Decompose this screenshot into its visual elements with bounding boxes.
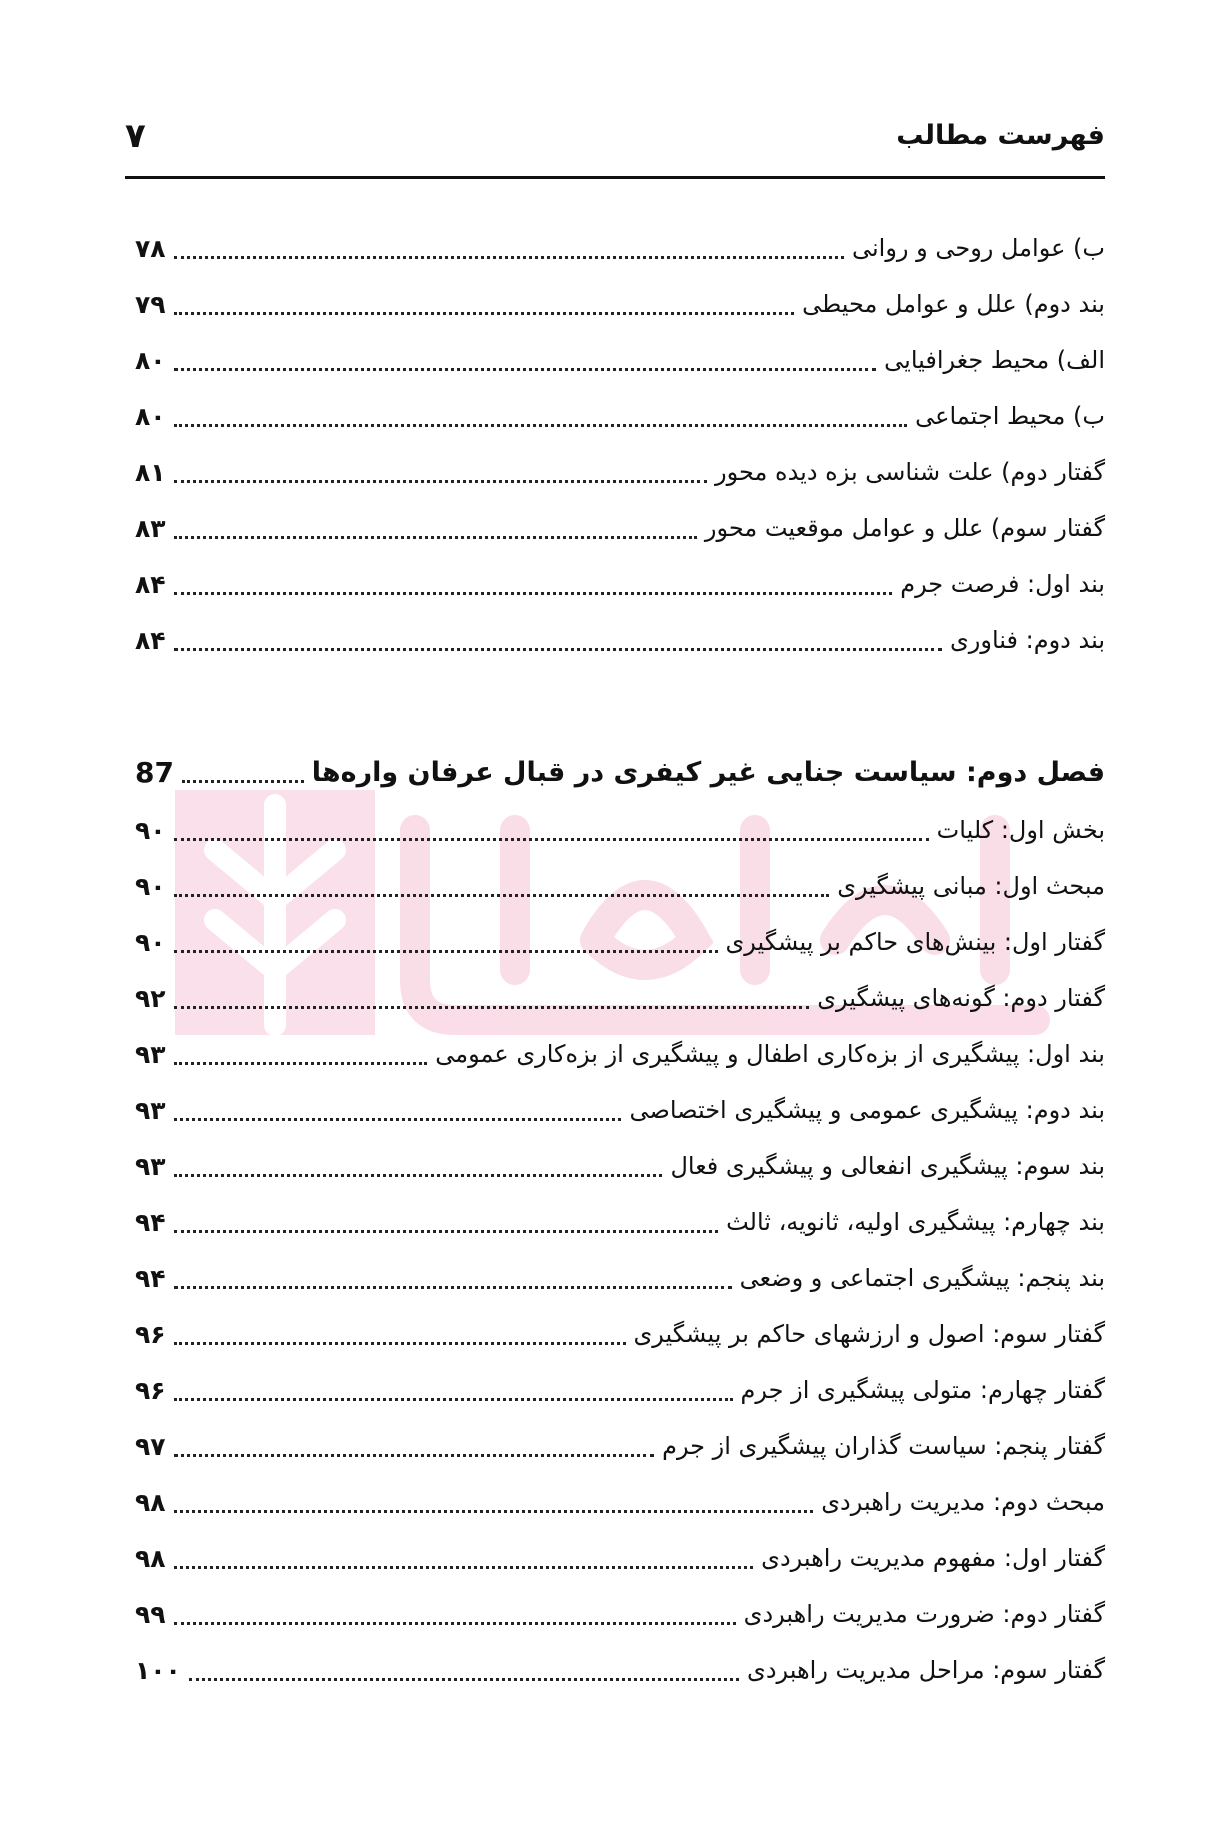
toc-entry: [135, 866, 1105, 906]
chapter-page: 87: [135, 755, 174, 789]
toc-entry-page: ۹۴: [135, 1263, 166, 1293]
dot-leader: [182, 780, 304, 783]
toc-entry: [135, 1034, 1105, 1074]
dot-leader: [174, 536, 697, 539]
toc-entry-page: ۹۰: [135, 927, 166, 957]
dot-leader: [174, 1118, 622, 1121]
toc-entry-page: ۹۶: [135, 1319, 166, 1349]
dot-leader: [174, 838, 929, 841]
toc-entry-title: مبحث دوم: مدیریت راهبردی: [821, 1488, 1105, 1516]
chapter-heading: [135, 752, 1105, 792]
toc-entry-title: بند دوم) علل و عوامل محیطی: [802, 290, 1105, 318]
toc-entry-title: گفتار سوم) علل و عوامل موقعیت محور: [704, 514, 1105, 542]
dot-leader: [174, 1398, 733, 1401]
dot-leader: [174, 592, 893, 595]
toc-entry: [135, 1258, 1105, 1298]
dot-leader: [174, 1230, 719, 1233]
dot-leader: [174, 1566, 754, 1569]
toc-entry: [135, 284, 1105, 324]
header-page-number: ۷: [125, 116, 146, 156]
dot-leader: [174, 1006, 810, 1009]
toc-entry: [135, 1482, 1105, 1522]
dot-leader: [174, 1622, 736, 1625]
toc-entry-page: ۹۸: [135, 1487, 166, 1517]
toc-entry-page: ۹۰: [135, 871, 166, 901]
toc-entry-page: ۸۳: [135, 513, 166, 543]
toc-entry-page: ۹۸: [135, 1543, 166, 1573]
toc-entry-title: مبحث اول: مبانی پیشگیری: [837, 872, 1105, 900]
toc-entry-title: ب) محیط اجتماعی: [915, 402, 1105, 430]
toc-entry: [135, 340, 1105, 380]
header-title: فهرست مطالب: [896, 120, 1105, 151]
toc-entry-page: ۸۰: [135, 345, 166, 375]
toc-entry-title: گفتار دوم: گونه‌های پیشگیری: [817, 984, 1105, 1012]
toc-entry-page: ۸۱: [135, 457, 166, 487]
toc-entry: [135, 1426, 1105, 1466]
toc-entry-title: بند پنجم: پیشگیری اجتماعی و وضعی: [739, 1264, 1105, 1292]
toc-entry: [135, 1594, 1105, 1634]
toc-entry-title: گفتار اول: بینش‌های حاکم بر پیشگیری: [725, 928, 1105, 956]
toc-entry-page: ۷۹: [135, 289, 166, 319]
toc-entry: [135, 1090, 1105, 1130]
toc-entry-page: ۹۲: [135, 983, 166, 1013]
toc-entry-title: ب) عوامل روحی و روانی: [851, 234, 1105, 262]
toc-entry-title: گفتار دوم: ضرورت مدیریت راهبردی: [743, 1600, 1105, 1628]
toc-entry-page: ۹۳: [135, 1151, 166, 1181]
dot-leader: [174, 312, 795, 315]
toc-entry-title: بند دوم: پیشگیری عمومی و پیشگیری اختصاصی: [629, 1096, 1105, 1124]
dot-leader: [189, 1678, 739, 1681]
toc-entry-title: بند اول: پیشگیری از بزه‌کاری اطفال و پیشگیری از بزه‌کاری عمومی: [435, 1040, 1105, 1068]
toc-entry: [135, 1146, 1105, 1186]
dot-leader: [174, 256, 844, 259]
dot-leader: [174, 950, 718, 953]
toc-entry-page: ۹۳: [135, 1095, 166, 1125]
dot-leader: [174, 1062, 428, 1065]
toc-entry: [135, 922, 1105, 962]
dot-leader: [174, 894, 830, 897]
toc-entry-title: الف) محیط جغرافیایی: [884, 346, 1105, 374]
toc-entry-page: ۸۰: [135, 401, 166, 431]
dot-leader: [174, 480, 708, 483]
toc-entry-title: بند چهارم: پیشگیری اولیه، ثانویه، ثالث: [726, 1208, 1105, 1236]
dot-leader: [174, 1174, 663, 1177]
toc-entry: [135, 508, 1105, 548]
chapter-title: فصل دوم: سیاست جنایی غیر کیفری در قبال عرفان واره‌ها: [311, 756, 1105, 788]
toc-entry-title: بخش اول: کلیات: [936, 816, 1105, 844]
dot-leader: [174, 1454, 655, 1457]
toc-entry-title: بند اول: فرصت جرم: [900, 570, 1105, 598]
toc-entry-title: گفتار دوم) علت شناسی بزه دیده محور: [715, 458, 1105, 486]
toc-entry-page: ۸۴: [135, 625, 166, 655]
toc-entry: [135, 1202, 1105, 1242]
toc-entry-page: ۹۰: [135, 815, 166, 845]
toc-entry-page: ۹۴: [135, 1207, 166, 1237]
toc-entry: [135, 1538, 1105, 1578]
toc-entry-title: گفتار سوم: اصول و ارزشهای حاکم بر پیشگیری: [633, 1320, 1105, 1348]
toc-entry-title: گفتار چهارم: متولی پیشگیری از جرم: [740, 1376, 1105, 1404]
dot-leader: [174, 368, 877, 371]
toc-entry: [135, 564, 1105, 604]
toc-entry-page: ۸۴: [135, 569, 166, 599]
dot-leader: [174, 424, 908, 427]
toc-entry-title: گفتار سوم: مراحل مدیریت راهبردی: [747, 1656, 1105, 1684]
dot-leader: [174, 648, 942, 651]
toc-entry: [135, 1650, 1105, 1690]
toc-entry-title: بند دوم: فناوری: [950, 626, 1105, 654]
toc-entry-title: گفتار پنجم: سیاست گذاران پیشگیری از جرم: [662, 1432, 1105, 1460]
toc-entry: [135, 228, 1105, 268]
toc-entry-title: بند سوم: پیشگیری انفعالی و پیشگیری فعال: [670, 1152, 1105, 1180]
toc-entry-page: ۹۷: [135, 1431, 166, 1461]
toc-entry-page: ۹۳: [135, 1039, 166, 1069]
toc-entry: [135, 396, 1105, 436]
dot-leader: [174, 1510, 814, 1513]
toc-entry: [135, 1370, 1105, 1410]
toc-entry-page: ۱۰۰: [135, 1655, 181, 1685]
toc-entry: [135, 978, 1105, 1018]
dot-leader: [174, 1286, 732, 1289]
toc-entry: [135, 452, 1105, 492]
toc-entry-page: ۹۹: [135, 1599, 166, 1629]
toc-entry-page: ۷۸: [135, 233, 166, 263]
toc-entry-page: ۹۶: [135, 1375, 166, 1405]
toc-entry: [135, 1314, 1105, 1354]
dot-leader: [174, 1342, 626, 1345]
toc-entry-title: گفتار اول: مفهوم مدیریت راهبردی: [761, 1544, 1105, 1572]
toc-entry: [135, 810, 1105, 850]
toc-entry: [135, 620, 1105, 660]
